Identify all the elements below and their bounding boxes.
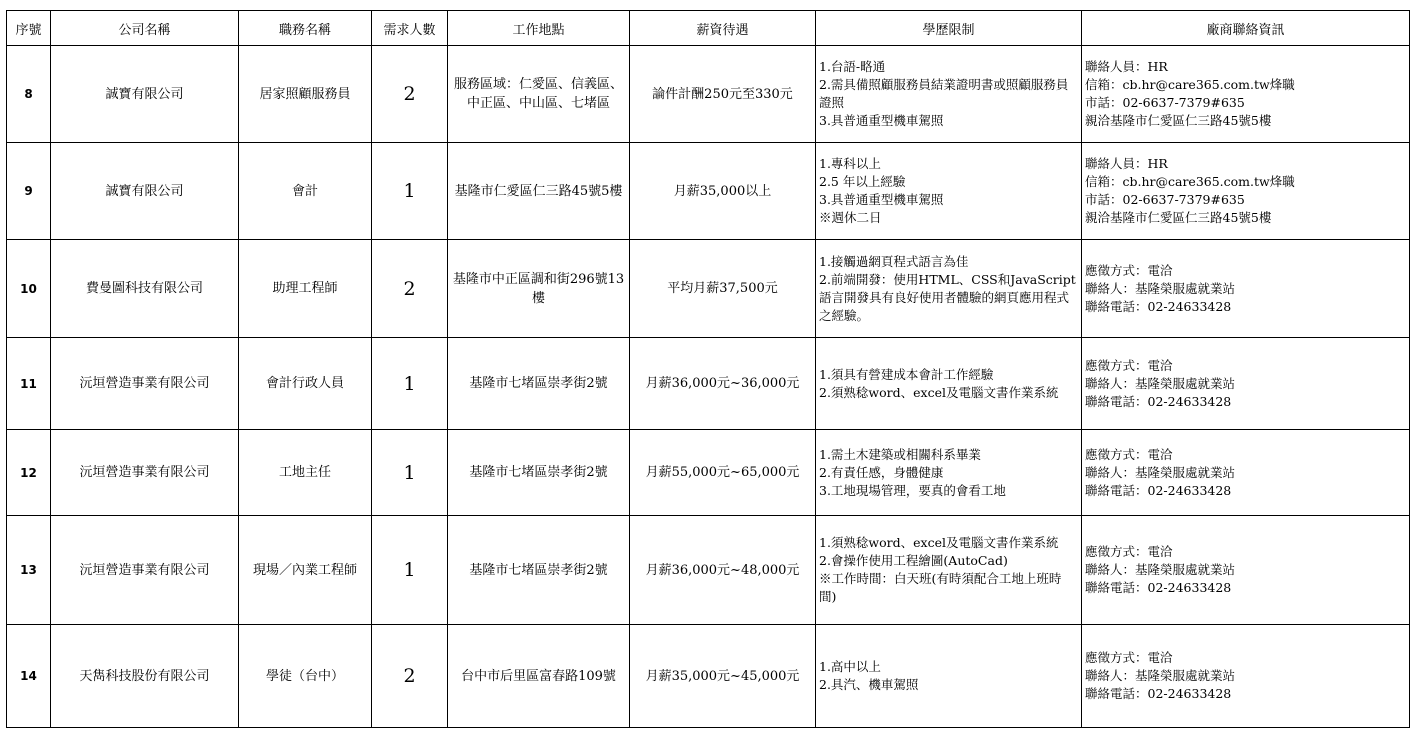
row-title: 助理工程師 bbox=[239, 240, 372, 338]
row-seq: 8 bbox=[7, 46, 51, 143]
header-salary: 薪資待遇 bbox=[630, 11, 816, 46]
contact-line: 市話：02-6637-7379#635 bbox=[1085, 192, 1245, 207]
requirement-line: 1.高中以上 bbox=[819, 659, 881, 674]
contact-line: 信箱：cb.hr@care365.com.tw烽職 bbox=[1085, 174, 1295, 189]
row-salary: 平均月薪37,500元 bbox=[630, 240, 816, 338]
requirement-line: 2.需具備照顧服務員結業證明書或照顧服務員證照 bbox=[819, 77, 1069, 110]
row-requirements bbox=[816, 143, 1082, 240]
row-location: 台中市后里區富春路109號 bbox=[448, 625, 630, 728]
contact-line: 聯絡電話：02-24633428 bbox=[1085, 482, 1232, 498]
contact-line: 聯絡人：基隆榮服處就業站 bbox=[1085, 280, 1236, 296]
table-row bbox=[7, 240, 1410, 338]
requirement-line: 2.5 年以上經驗 bbox=[819, 174, 906, 189]
header-requirements: 學歷限制 bbox=[816, 11, 1082, 46]
row-count: 2 bbox=[372, 625, 448, 728]
contact-line: 聯絡電話：02-24633428 bbox=[1085, 298, 1232, 314]
row-location: 服務區域：仁愛區、信義區、中正區、中山區、七堵區 bbox=[448, 46, 630, 143]
row-title: 工地主任 bbox=[239, 430, 372, 516]
row-requirements bbox=[816, 240, 1082, 338]
row-contact bbox=[1082, 430, 1410, 516]
row-salary: 月薪36,000元~48,000元 bbox=[630, 516, 816, 625]
row-company: 沅垣營造事業有限公司 bbox=[51, 430, 239, 516]
contact-line: 聯絡電話：02-24633428 bbox=[1085, 686, 1232, 701]
row-requirements bbox=[816, 338, 1082, 430]
table-row bbox=[7, 46, 1410, 143]
table-row bbox=[7, 625, 1410, 728]
contact-line: 聯絡人：基隆榮服處就業站 bbox=[1085, 668, 1236, 683]
row-salary: 月薪36,000元~36,000元 bbox=[630, 338, 816, 430]
row-title: 學徒（台中） bbox=[239, 625, 372, 728]
contact-line: 聯絡人：基隆榮服處就業站 bbox=[1085, 464, 1236, 480]
row-salary: 月薪55,000元~65,000元 bbox=[630, 430, 816, 516]
header-location: 工作地點 bbox=[448, 11, 630, 46]
row-count: 1 bbox=[372, 338, 448, 430]
row-seq: 11 bbox=[7, 338, 51, 430]
row-seq: 9 bbox=[7, 143, 51, 240]
contact-line: 信箱：cb.hr@care365.com.tw烽職 bbox=[1085, 77, 1295, 92]
row-contact bbox=[1082, 338, 1410, 430]
row-title: 會計 bbox=[239, 143, 372, 240]
row-requirements bbox=[816, 625, 1082, 728]
requirement-line: 1.接觸過網頁程式語言為佳 bbox=[819, 253, 969, 269]
table-row bbox=[7, 516, 1410, 625]
row-location: 基隆市中正區調和街296號13樓 bbox=[448, 240, 630, 338]
row-title: 會計行政人員 bbox=[239, 338, 372, 430]
row-company: 誠寶有限公司 bbox=[51, 46, 239, 143]
contact-line: 應徵方式：電洽 bbox=[1085, 650, 1173, 665]
row-count: 1 bbox=[372, 430, 448, 516]
contact-line: 應徵方式：電洽 bbox=[1085, 262, 1173, 278]
row-contact bbox=[1082, 143, 1410, 240]
table-row bbox=[7, 143, 1410, 240]
contact-line: 應徵方式：電洽 bbox=[1085, 446, 1173, 462]
requirement-line: 3.具普通重型機車駕照 bbox=[819, 192, 944, 207]
contact-line: 親洽基隆市仁愛區仁三路45號5樓 bbox=[1085, 113, 1272, 128]
row-location: 基隆市七堵區崇孝街2號 bbox=[448, 516, 630, 625]
requirement-line: 1.須具有營建成本會計工作經驗 bbox=[819, 366, 994, 382]
row-requirements bbox=[816, 46, 1082, 143]
row-contact bbox=[1082, 625, 1410, 728]
row-salary: 月薪35,000以上 bbox=[630, 143, 816, 240]
contact-line: 應徵方式：電洽 bbox=[1085, 544, 1173, 559]
row-seq: 12 bbox=[7, 430, 51, 516]
row-count: 2 bbox=[372, 240, 448, 338]
header-count: 需求人數 bbox=[372, 11, 448, 46]
contact-line: 聯絡人：基隆榮服處就業站 bbox=[1085, 562, 1236, 577]
row-count: 1 bbox=[372, 143, 448, 240]
row-contact bbox=[1082, 240, 1410, 338]
contact-line: 市話：02-6637-7379#635 bbox=[1085, 95, 1245, 110]
row-requirements bbox=[816, 430, 1082, 516]
row-company: 費曼圖科技有限公司 bbox=[51, 240, 239, 338]
requirement-line: 2.有責任感，身體健康 bbox=[819, 464, 944, 480]
row-requirements bbox=[816, 516, 1082, 625]
row-contact bbox=[1082, 46, 1410, 143]
row-company: 天雋科技股份有限公司 bbox=[51, 625, 239, 728]
requirement-line: 3.工地現場管理，要真的會看工地 bbox=[819, 482, 1006, 498]
header-title: 職務名稱 bbox=[239, 11, 372, 46]
row-company: 誠寶有限公司 bbox=[51, 143, 239, 240]
contact-line: 聯絡電話：02-24633428 bbox=[1085, 580, 1232, 595]
requirement-line: 1.專科以上 bbox=[819, 156, 881, 171]
row-location: 基隆市七堵區崇孝街2號 bbox=[448, 338, 630, 430]
contact-line: 親洽基隆市仁愛區仁三路45號5樓 bbox=[1085, 210, 1272, 225]
row-salary: 月薪35,000元~45,000元 bbox=[630, 625, 816, 728]
row-title: 居家照顧服務員 bbox=[239, 46, 372, 143]
contact-line: 聯絡電話：02-24633428 bbox=[1085, 393, 1232, 409]
requirement-line: 1.須熟稔word、excel及電腦文書作業系統 bbox=[819, 535, 1059, 550]
header-contact: 廠商聯絡資訊 bbox=[1082, 11, 1410, 46]
row-count: 1 bbox=[372, 516, 448, 625]
contact-line: 應徵方式：電洽 bbox=[1085, 357, 1173, 373]
row-seq: 14 bbox=[7, 625, 51, 728]
requirement-line: 2.須熟稔word、excel及電腦文書作業系統 bbox=[819, 384, 1059, 400]
requirement-line: 2.前端開發：使用HTML、CSS和JavaScript語言開發具有良好使用者體驗的網頁應用程式之經驗。 bbox=[819, 271, 1076, 323]
row-contact bbox=[1082, 516, 1410, 625]
contact-line: 聯絡人員：HR bbox=[1085, 59, 1168, 74]
row-salary: 論件計酬250元至330元 bbox=[630, 46, 816, 143]
row-seq: 10 bbox=[7, 240, 51, 338]
table-row bbox=[7, 338, 1410, 430]
contact-line: 聯絡人員：HR bbox=[1085, 156, 1168, 171]
row-location: 基隆市七堵區崇孝街2號 bbox=[448, 430, 630, 516]
requirement-line: 3.具普通重型機車駕照 bbox=[819, 113, 944, 128]
row-company: 沅垣營造事業有限公司 bbox=[51, 338, 239, 430]
row-seq: 13 bbox=[7, 516, 51, 625]
header-company: 公司名稱 bbox=[51, 11, 239, 46]
requirement-line: 2.會操作使用工程繪圖(AutoCad) bbox=[819, 553, 1008, 568]
row-location: 基隆市仁愛區仁三路45號5樓 bbox=[448, 143, 630, 240]
header-row bbox=[7, 11, 1410, 46]
requirement-line: 1.台語-略通 bbox=[819, 59, 886, 74]
requirement-line: 2.具汽、機車駕照 bbox=[819, 677, 919, 692]
row-count: 2 bbox=[372, 46, 448, 143]
requirement-line: ※工作時間：白天班(有時須配合工地上班時間) bbox=[819, 571, 1062, 604]
contact-line: 聯絡人：基隆榮服處就業站 bbox=[1085, 375, 1236, 391]
row-title: 現場／內業工程師 bbox=[239, 516, 372, 625]
header-seq: 序號 bbox=[7, 11, 51, 46]
table-row bbox=[7, 430, 1410, 516]
row-company: 沅垣營造事業有限公司 bbox=[51, 516, 239, 625]
job-listing-table bbox=[6, 10, 1410, 728]
requirement-line: 1.需土木建築或相關科系畢業 bbox=[819, 446, 981, 462]
requirement-line: ※週休二日 bbox=[819, 210, 882, 225]
